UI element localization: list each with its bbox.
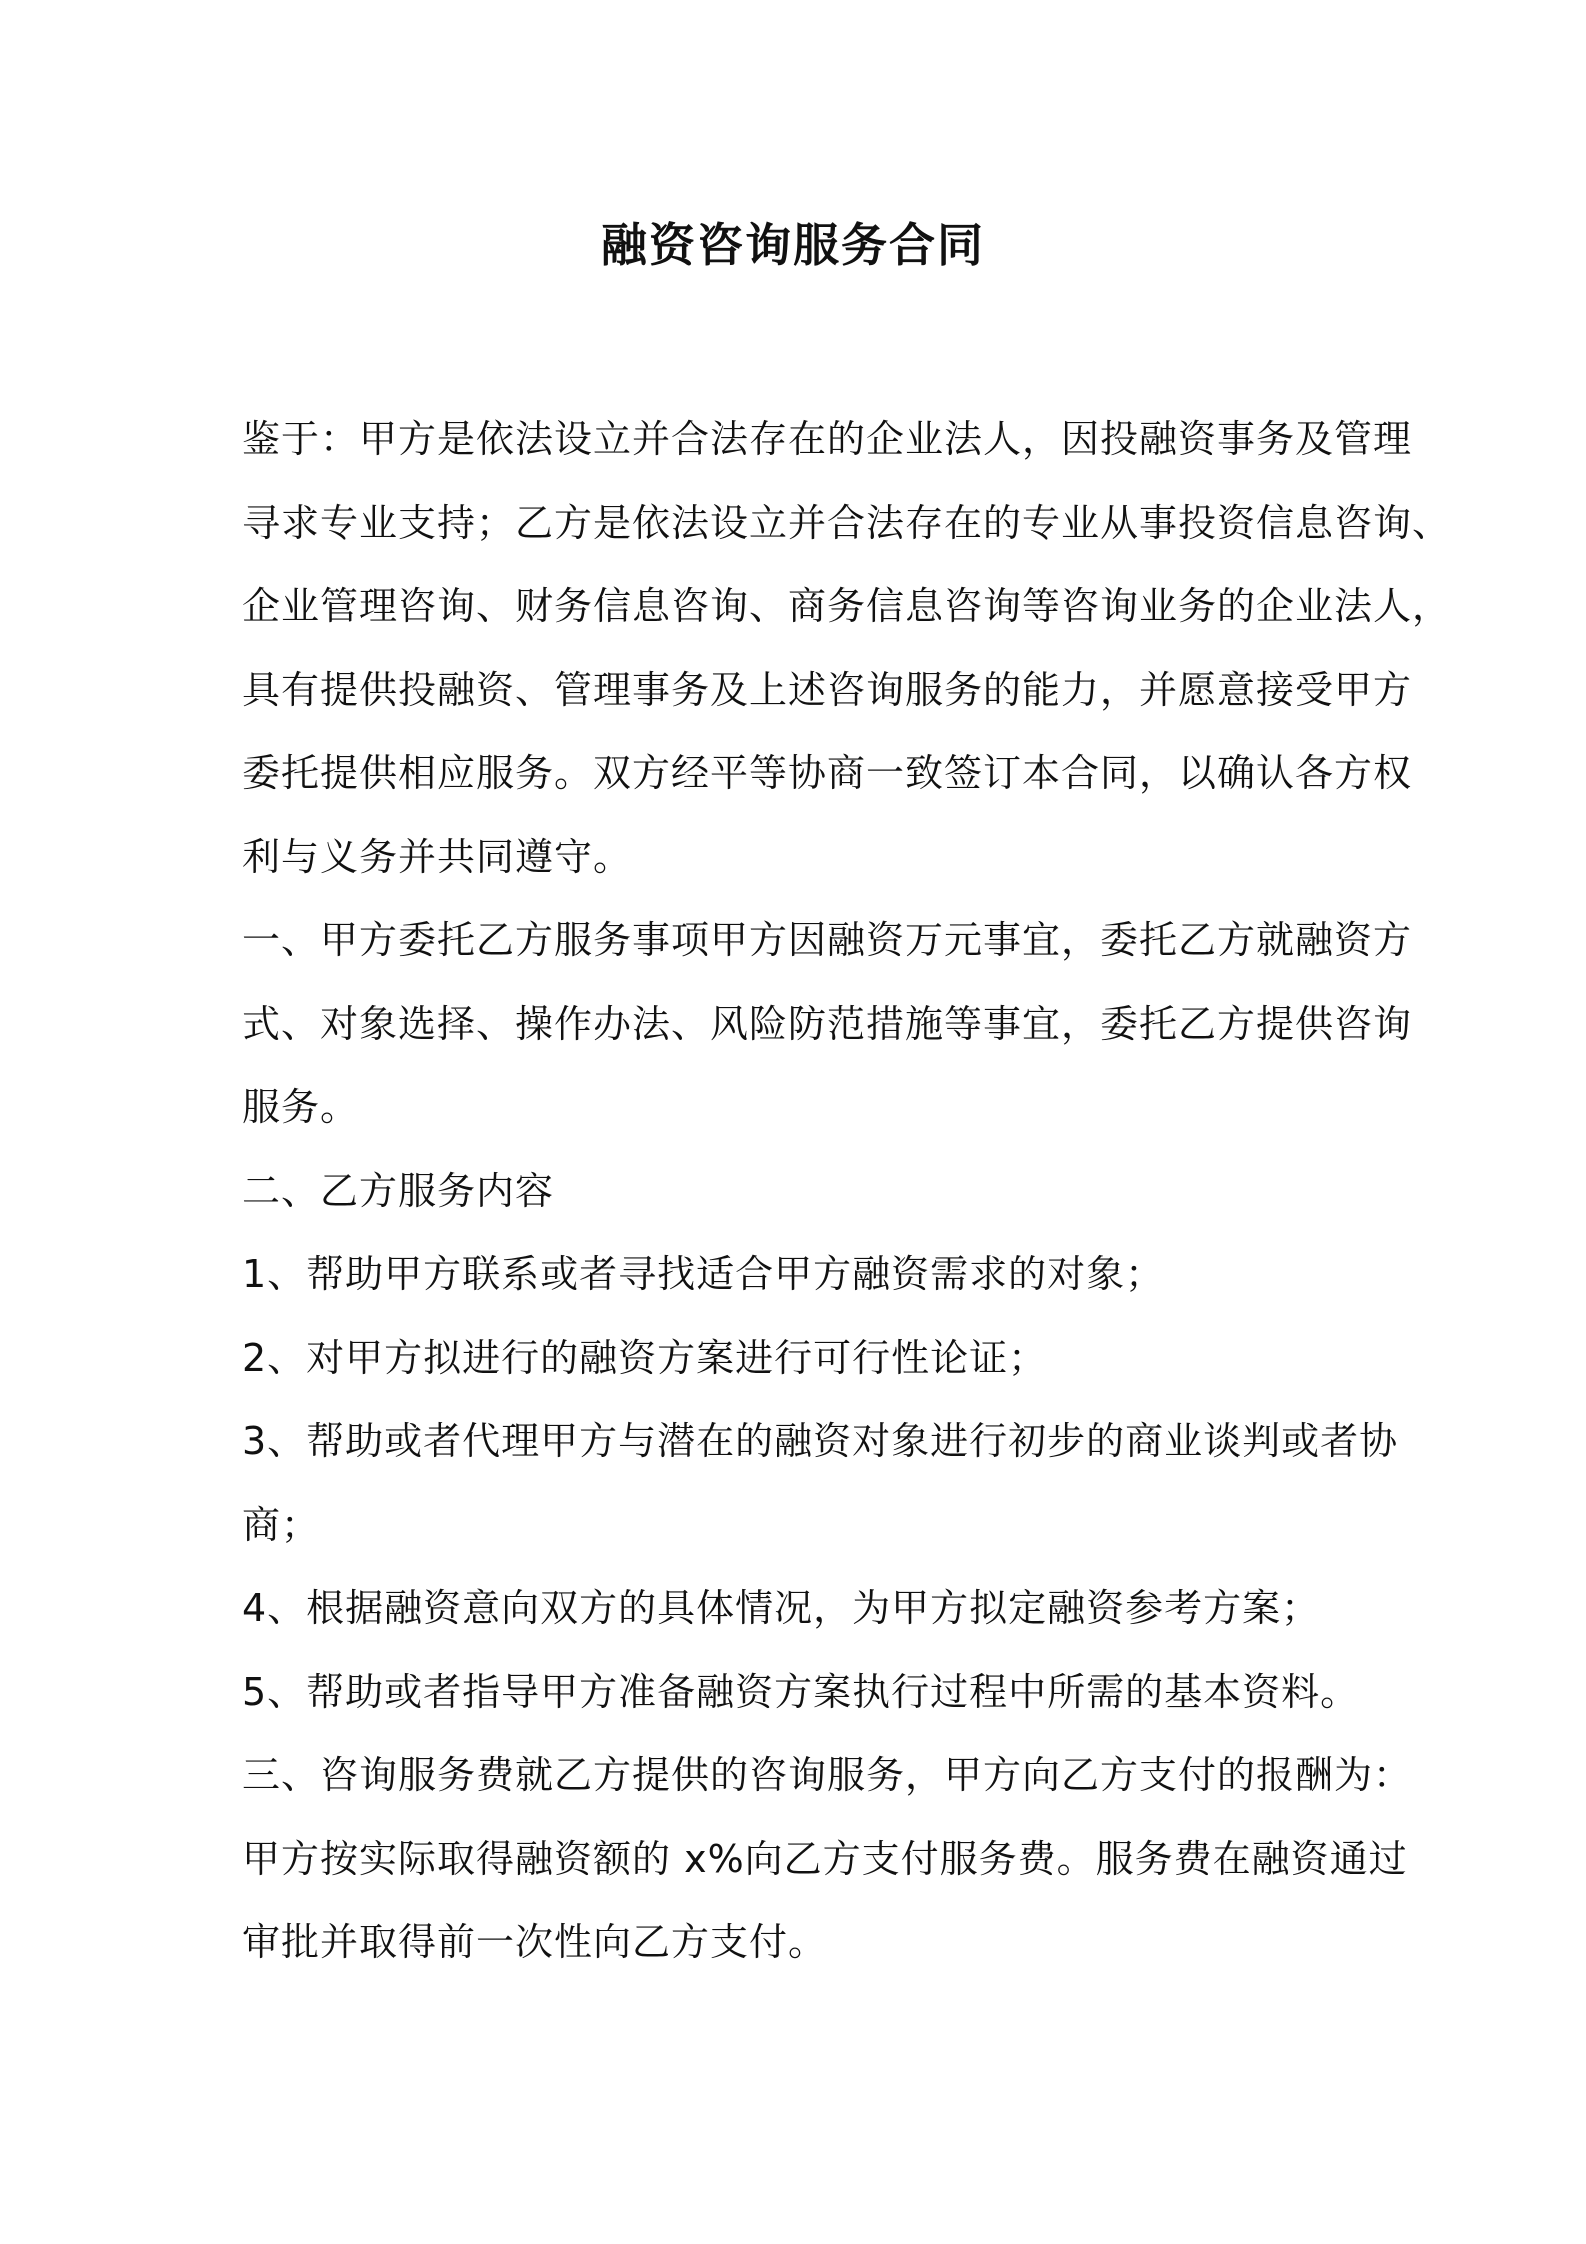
- text-line: 服务。: [242, 1085, 360, 1129]
- list-item-4: 4、根据融资意向双方的具体情况，为甲方拟定融资参考方案；: [242, 1586, 1321, 1630]
- list-item-3: 3、帮助或者代理甲方与潜在的融资对象进行初步的商业谈判或者协: [242, 1419, 1399, 1463]
- section-heading-2: 二、乙方服务内容: [242, 1168, 555, 1213]
- list-item-3-continued: 商；: [242, 1502, 321, 1547]
- text-line: 委托提供相应服务。双方经平等协商一致签订本合同，以确认各方权: [242, 751, 1413, 795]
- text-line: 式、对象选择、操作办法、风险防范措施等事宜，委托乙方提供咨询: [242, 1001, 1413, 1046]
- text-line: 具有提供投融资、管理事务及上述咨询服务的能力，并愿意接受甲方: [242, 667, 1413, 712]
- text-line: 鉴于：甲方是依法设立并合法存在的企业法人，因投融资事务及管理: [242, 417, 1413, 461]
- text-line: 寻求专业支持；乙方是依法设立并合法存在的专业从事投资信息咨询、: [242, 500, 1452, 545]
- text-line: 甲方按实际取得融资额的 x%向乙方支付服务费。服务费在融资通过: [242, 1836, 1408, 1881]
- text-line: 利与义务并共同遵守。: [242, 834, 633, 879]
- text-line: 企业管理咨询、财务信息咨询、商务信息咨询等咨询业务的企业法人，: [242, 584, 1452, 628]
- text-line: 审批并取得前一次性向乙方支付。: [242, 1920, 828, 1964]
- section-heading-3-line: 三、咨询服务费就乙方提供的咨询服务，甲方向乙方支付的报酬为：: [242, 1753, 1413, 1797]
- list-item-2: 2、对甲方拟进行的融资方案进行可行性论证；: [242, 1335, 1048, 1380]
- list-item-5: 5、帮助或者指导甲方准备融资方案执行过程中所需的基本资料。: [242, 1669, 1360, 1714]
- document-title: 融资咨询服务合同: [601, 218, 985, 272]
- list-item-1: 1、帮助甲方联系或者寻找适合甲方融资需求的对象；: [242, 1252, 1165, 1296]
- document-body: [242, 398, 1452, 1985]
- section-heading-1-line: 一、甲方委托乙方服务事项甲方因融资万元事宜，委托乙方就融资方: [242, 918, 1413, 962]
